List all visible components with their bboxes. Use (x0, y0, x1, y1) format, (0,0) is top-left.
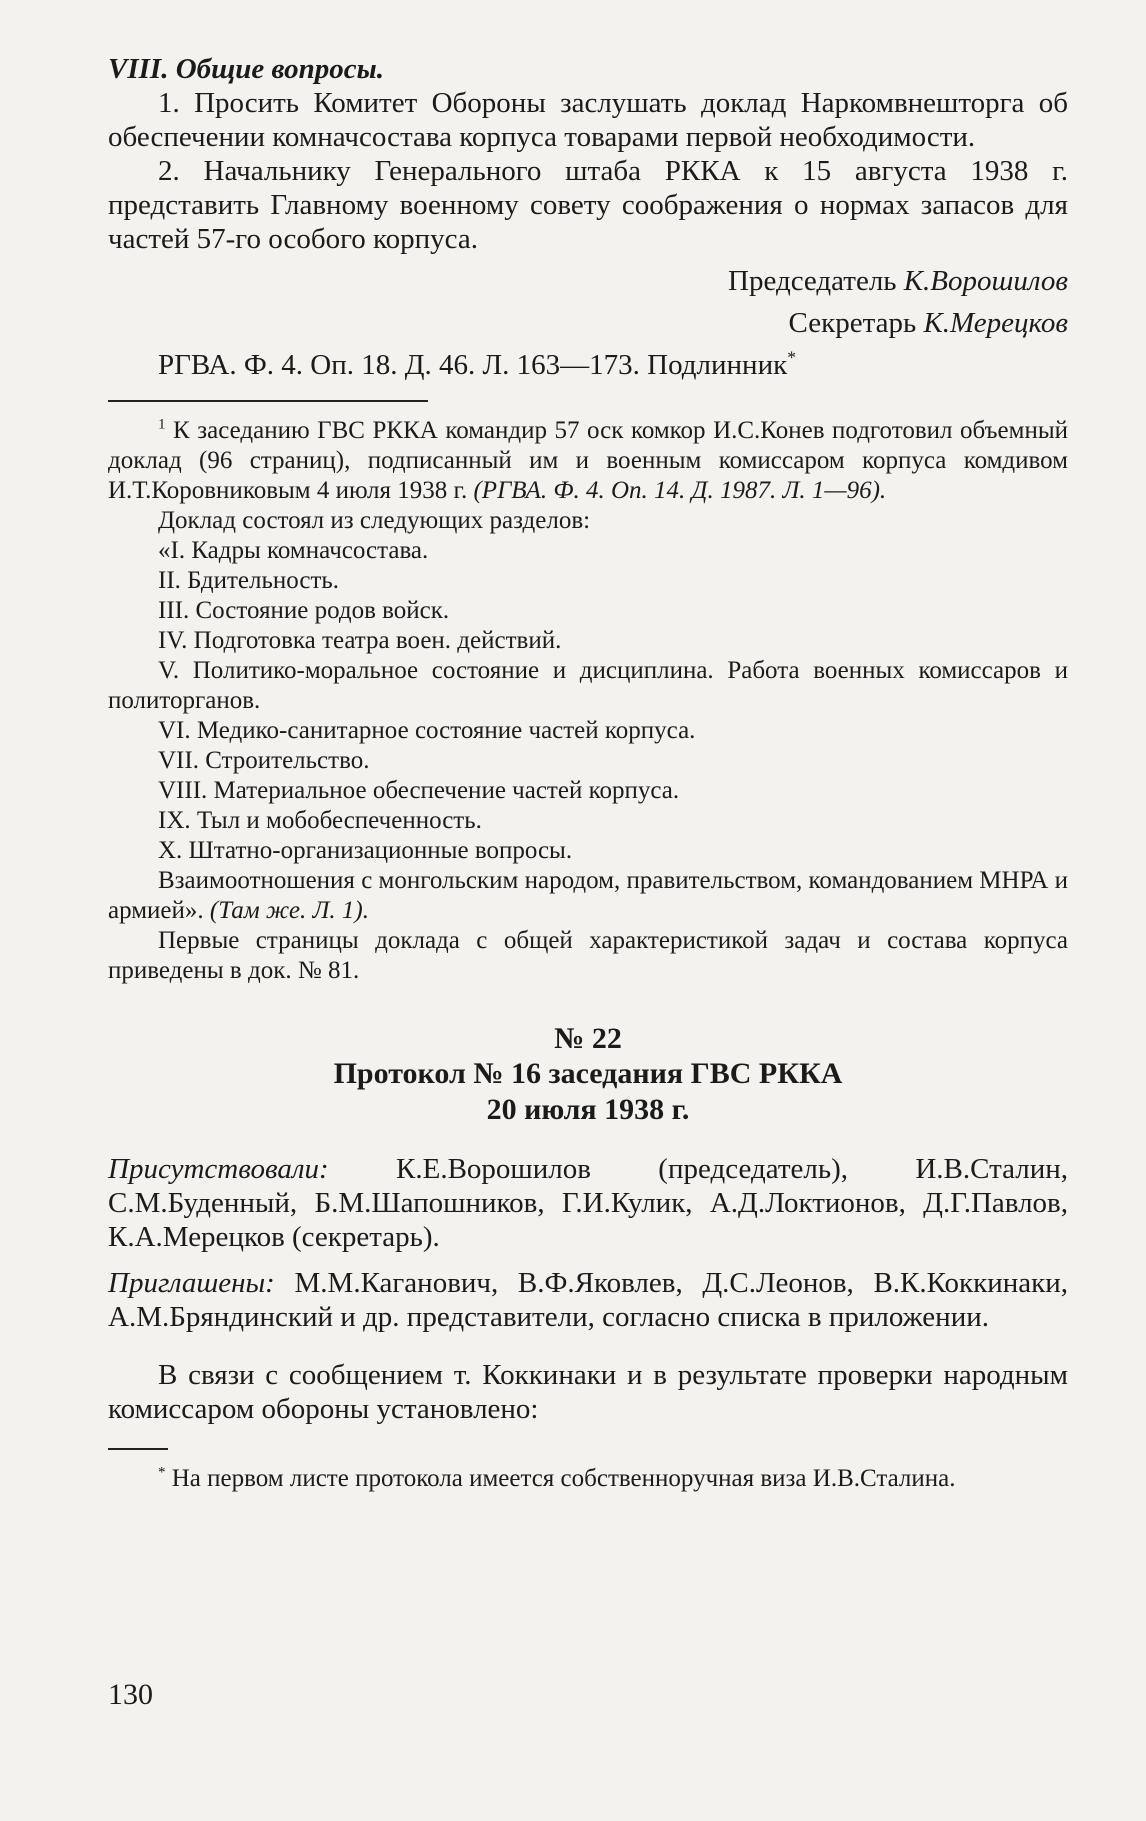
footnote-star (108, 1464, 1068, 1494)
list-item: VI. Медико-санитарное состояние частей корпуса. (158, 717, 696, 744)
footnote-star-text: * На первом листе протокола имеется собственноручная виза И.В.Сталина. (158, 1464, 956, 1492)
present-label: Присутствовали: (108, 1153, 329, 1185)
footnote-1-marker: 1 (158, 416, 166, 433)
list-item: X. Штатно-организационные вопросы. (158, 837, 573, 864)
report-sections-list (108, 536, 1068, 866)
page-number: 130 (108, 1678, 153, 1711)
footnote-divider (108, 400, 428, 402)
protocol-body (108, 1152, 1068, 1426)
footnote-star-divider (108, 1448, 168, 1450)
secretary-name: К.Мерецков (923, 307, 1068, 339)
footnote-1-archive-ref: (РГВА. Ф. 4. Оп. 14. Д. 1987. Л. 1—96). (473, 477, 887, 504)
document-title: Протокол № 16 заседания ГВС РККА (333, 1057, 843, 1090)
section-item-2: 2. Начальнику Генерального штаба РККА к 15 августа 1938 г. представить Главному военному совету соображения о нормах запасов для частей 57-го особого корпуса. (108, 155, 1068, 255)
list-item: VII. Строительство. (158, 747, 370, 774)
protocol-body-text: В связи с сообщением т. Коккинаки и в результате проверки народным комиссаром обороны установлено: (108, 1359, 1068, 1425)
footnote-1-text: $^1$ К заседанию ГВС РККА командир 57 оск комкор И.С.Конев подготовил объемный доклад (96 страниц), подписанный им и военным комиссаром корпуса комдивом И.Т.Коровниковым 4 июля 1938 г. (РГВА. Ф. 4. Оп. 14. Д. 1987. Л. 1—96). (108, 416, 1069, 504)
list-item: IV. Подготовка театра воен. действий. (158, 627, 562, 654)
list-item: VIII. Материальное обеспечение частей корпуса. (158, 777, 680, 804)
document-date: 20 июля 1938 г. (486, 1093, 690, 1126)
list-item: V. Политико-моральное состояние и дисциплина. Работа военных комиссаров и политорганов. (108, 657, 1068, 714)
document-number: № 22 (554, 1022, 622, 1055)
footnote-1-relations: Взаимоотношения с монгольским народом, правительством, командованием МНРА и армией». (Там же. Л. 1). (108, 867, 1068, 924)
footnote-1-first-pages: Первые страницы доклада с общей характеристикой задач и состава корпуса приведены в док. № 81. (108, 927, 1068, 984)
list-item: «I. Кадры комначсостава. (158, 537, 429, 564)
secretary-signature (108, 306, 1068, 340)
list-item: IX. Тыл и мобобеспеченность. (158, 807, 482, 834)
list-item: III. Состояние родов войск. (158, 597, 450, 624)
list-item: II. Бдительность. (158, 567, 340, 594)
invited-label: Приглашены: (108, 1267, 275, 1299)
footnote-1-relations-ref: (Там же. Л. 1). (209, 897, 369, 924)
section-title: VIII. Общие вопросы. (108, 53, 384, 85)
invited-list: М.М.Каганович, В.Ф.Яковлев, Д.С.Леонов, В.К.Коккинаки, А.М.Бряндинский и др. представители, согласно списка в приложении. (108, 1267, 1068, 1333)
chair-name: К.Ворошилов (903, 265, 1068, 297)
chair-signature (108, 264, 1068, 298)
footnote-star-ref: * (787, 347, 796, 368)
page-content (108, 52, 1068, 1494)
footnote-1-intro: Доклад состоял из следующих разделов: (158, 507, 591, 534)
footnote-1 (108, 416, 1068, 986)
present-paragraph (108, 1152, 1068, 1254)
section-item-1: 1. Просить Комитет Обороны заслушать доклад Наркомвнешторга об обеспечении комначсостава корпуса товарами первой необходимости. (108, 87, 1068, 153)
present-list: К.Е.Ворошилов (председатель), И.В.Сталин, С.М.Буденный, Б.М.Шапошников, Г.И.Кулик, А.Д.Локтионов, Д.Г.Павлов, К.А.Мерецков (секретарь). (108, 1153, 1068, 1253)
chair-role: Председатель (728, 265, 897, 297)
main-text (108, 52, 1068, 382)
footnote-star-marker: * (158, 1464, 166, 1481)
invited-paragraph (108, 1266, 1068, 1334)
archive-reference: РГВА. Ф. 4. Оп. 18. Д. 46. Л. 163—173. Подлинник* (158, 347, 796, 381)
secretary-role: Секретарь (788, 307, 917, 339)
